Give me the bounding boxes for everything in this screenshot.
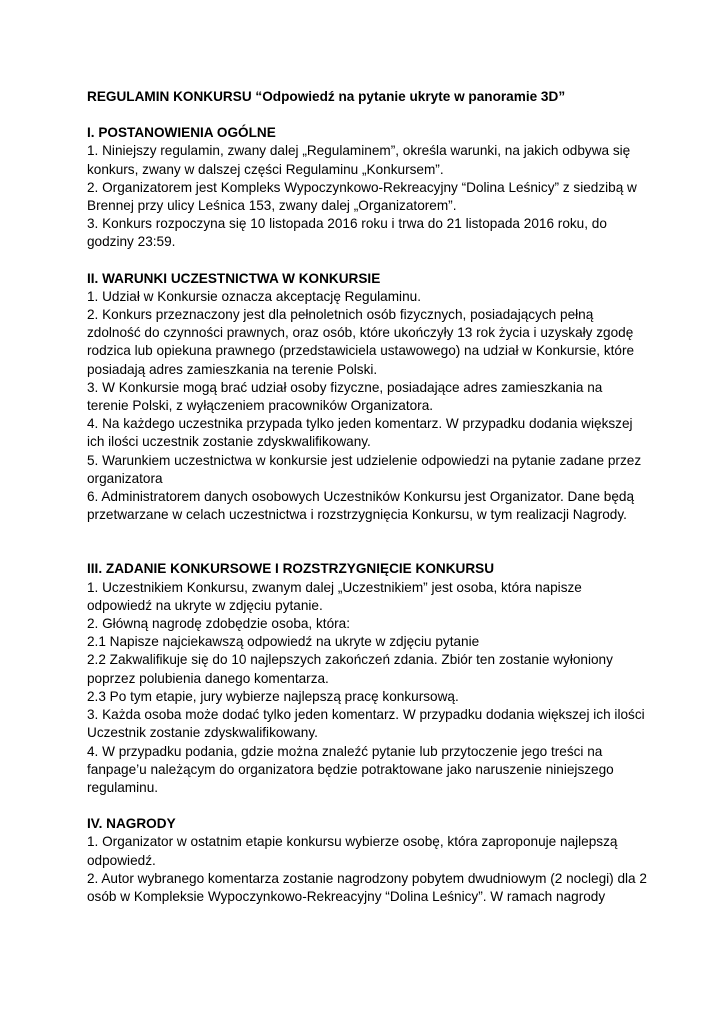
paragraph: 4. W przypadku podania, gdzie można znaleźć pytanie lub przytoczenie jego treści na fanpage’u należącym do organizatora będzie potraktowane jako naruszenie niniejszego regulaminu. [87, 743, 614, 795]
spacer [87, 524, 647, 560]
section-heading: I. POSTANOWIENIA OGÓLNE [87, 125, 276, 141]
paragraph: 3. W Konkursie mogą brać udział osoby fizyczne, posiadające adres zamieszkania na terenie Polski, z wyłączeniem pracowników Organizatora. [87, 379, 603, 414]
paragraph: 1. Uczestnikiem Konkursu, zwanym dalej „Uczestnikiem” jest osoba, która napisze odpowiedź na ukryte w zdjęciu pytanie. [87, 579, 582, 613]
paragraph: 2. Konkurs przeznaczony jest dla pełnoletnich osób fizycznych, posiadających pełną zdolność do czynności prawnych, oraz osób, które ukończyły 13 rok życia i uzyskały zgodę rodzica lub opiekuna prawnego (przedstawiciela ustawowego) na udział w Konkursie, które posiadają adres zamieszkania na terenie Polski. [87, 307, 635, 377]
paragraph: 2. Główną nagrodę zdobędzie osoba, która: [87, 616, 350, 632]
section-prizes [87, 815, 647, 906]
section-participation-conditions [87, 270, 647, 525]
section-heading: III. ZADANIE KONKURSOWE I ROZSTRZYGNIĘCIE KONKURSU [87, 561, 495, 577]
paragraph: 5. Warunkiem uczestnictwa w konkursie jest udzielenie odpowiedzi na pytanie zadane przez organizatora [87, 452, 642, 486]
spacer [87, 797, 647, 815]
document-title: REGULAMIN KONKURSU “Odpowiedź na pytanie ukryte w panoramie 3D” [87, 89, 566, 104]
paragraph: 2. Autor wybranego komentarza zostanie nagrodzony pobytem dwudniowym (2 noclegi) dla 2 osób w Kompleksie Wypoczynkowo-Rekreacyjny “Dolina Leśnicy”. W ramach nagrody [87, 870, 647, 904]
section-general-provisions [87, 124, 647, 251]
document-page [87, 88, 647, 906]
paragraph: 2.2 Zakwalifikuje się do 10 najlepszych zakończeń zdania. Zbiór ten zostanie wyłoniony poprzez polubienia danego komentarza. [87, 652, 613, 686]
section-heading: IV. NAGRODY [87, 816, 176, 832]
paragraph: 3. Konkurs rozpoczyna się 10 listopada 2016 roku i trwa do 21 listopada 2016 roku, do godziny 23:59. [87, 216, 607, 250]
spacer [87, 252, 647, 270]
paragraph: 2.1 Napisze najciekawszą odpowiedź na ukryte w zdjęciu pytanie [87, 634, 480, 650]
spacer [87, 106, 647, 124]
paragraph: 4. Na każdego uczestnika przypada tylko jeden komentarz. W przypadku dodania większej ich ilości uczestnik zostanie zdyskwalifikowany. [87, 416, 633, 450]
paragraph: 3. Każda osoba może dodać tylko jeden komentarz. W przypadku dodania większej ich ilości Uczestnik zostanie zdyskwalifikowany. [87, 707, 645, 741]
paragraph: 2. Organizatorem jest Kompleks Wypoczynkowo-Rekreacyjny “Dolina Leśnicy” z siedzibą w Brennej przy ulicy Leśnica 153, zwany dalej „Organizatorem”. [87, 179, 637, 214]
paragraph: 1. Organizator w ostatnim etapie konkursu wybierze osobę, która zaproponuje najlepszą odpowiedź. [87, 834, 618, 868]
paragraph: 2.3 Po tym etapie, jury wybierze najlepszą pracę konkursową. [87, 688, 459, 704]
section-heading: II. WARUNKI UCZESTNICTWA W KONKURSIE [87, 270, 381, 286]
paragraph: 6. Administratorem danych osobowych Uczestników Konkursu jest Organizator. Dane będą przetwarzane w celach uczestnictwa i rozstrzygnięcia Konkursu, w tym realizacji Nagrody. [87, 489, 635, 523]
section-contest-task [87, 560, 647, 797]
paragraph: 1. Niniejszy regulamin, zwany dalej „Regulaminem”, określa warunki, na jakich odbywa się konkurs, zwany w dalszej części Regulaminu „Konkursem”. [87, 143, 631, 177]
paragraph: 1. Udział w Konkursie oznacza akceptację Regulaminu. [87, 288, 421, 304]
